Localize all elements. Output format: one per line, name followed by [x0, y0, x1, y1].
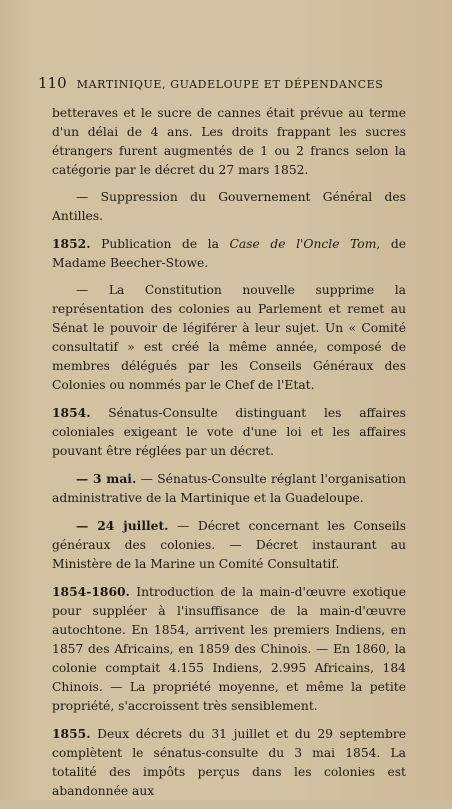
entry-year: 1854-1860. [52, 584, 130, 599]
entry-3-mai [52, 469, 406, 508]
running-title: MARTINIQUE, GUADELOUPE ET DÉPENDANCES [76, 78, 384, 91]
entry-text: — Décret concernant les Conseils généraux des colonies. — Décret instaurant au Ministère de la Marine un Comité Consultatif. [52, 519, 406, 571]
entry-24-juillet [52, 516, 406, 574]
paragraph-constitution: — La Constitution nouvelle supprime la représentation des colonies au Parlement et remet au Sénat le pouvoir de légiférer à leur sujet. Un « Comité consultatif » est créé la même année, composé de membres délégués par les Conseils Généraux des Colonies ou nommés par le Chef de l'Etat. [52, 283, 406, 392]
entry-date: — 24 juillet. [76, 518, 169, 533]
entry-1855 [52, 724, 406, 801]
page-number: 110 [38, 74, 67, 92]
entry-text: — Sénatus-Consulte réglant l'organisation administrative de la Martinique et la Guadeloupe. [52, 472, 406, 505]
paragraph-suppression: — Suppression du Gouvernement Général des Antilles. [52, 190, 406, 223]
page-body [52, 104, 406, 809]
entry-1854-1860 [52, 582, 406, 716]
entry-text: Sénatus-Consulte distinguant les affaires coloniales exigeant le vote d'une loi et les affaires pouvant être réglées par un décret. [52, 406, 406, 458]
entry-year: 1852. [52, 236, 91, 251]
book-title: Case de l'Oncle Tom [229, 237, 377, 251]
entry-year: 1855. [52, 726, 91, 741]
entry-year: 1854. [52, 405, 91, 420]
entry-date: — 3 mai. [76, 471, 137, 486]
entry-text: Publication de la [90, 237, 230, 251]
entry-text: , de Madame Beecher-Stowe. [52, 237, 406, 270]
entry-text: Deux décrets du 31 juillet et du 29 septembre complètent le sénatus-consulte du 3 mai 1854. La totalité des impôts perçus dans les colonies est abandonnée aux [52, 727, 406, 798]
paragraph-continuation: betteraves et le sucre de cannes était prévue au terme d'un délai de 4 ans. Les droits frappant les sucres étrangers furent augmentés de 1 ou 2 francs selon la catégorie par le décret du 27 mars 1852. [52, 106, 406, 177]
entry-1852 [52, 234, 406, 273]
entry-1854 [52, 403, 406, 461]
entry-text: Introduction de la main-d'œuvre exotique pour suppléer à l'insuffisance de la main-d'œuvre autochtone. En 1854, arrivent les premiers Indiens, en 1857 des Africains, en 1859 des Chinois. — En 1860, la colonie comptait 4.155 Indiens, 2.995 Africains, 184 Chinois. — La propriété moyenne, et même la petite propriété, s'accroissent très sensiblement. [52, 585, 406, 713]
running-header [38, 74, 418, 92]
